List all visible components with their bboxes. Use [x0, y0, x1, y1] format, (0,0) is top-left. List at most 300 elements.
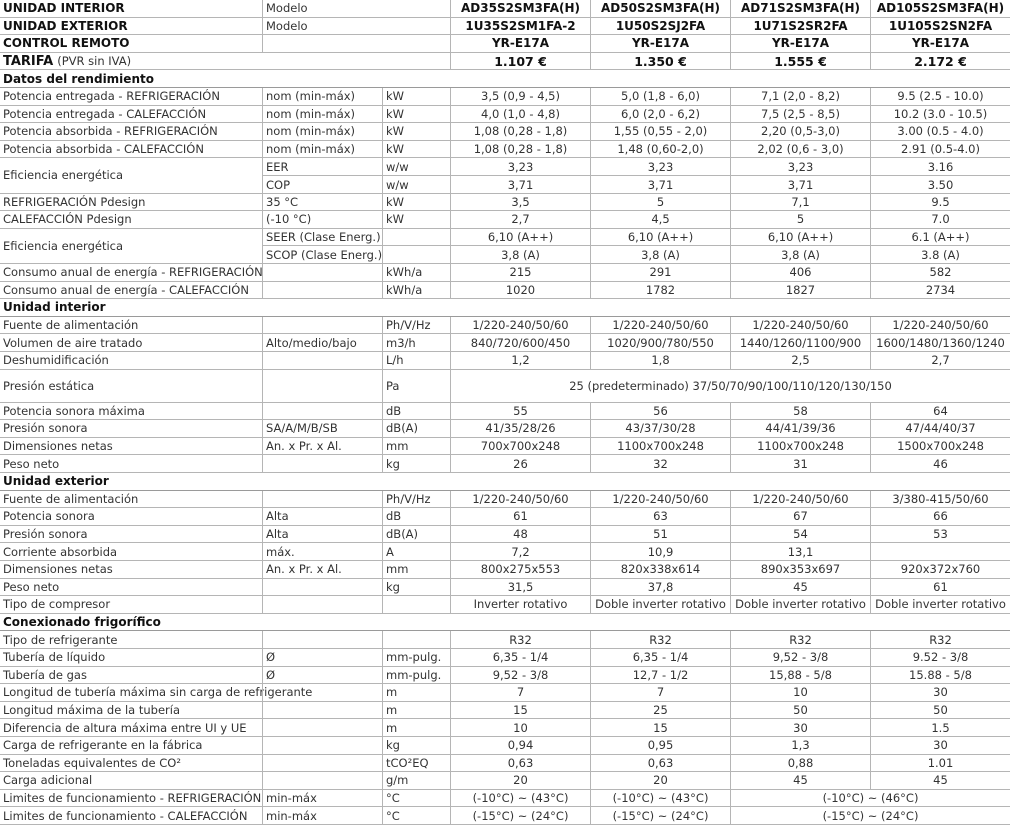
- spec-value: 2,20 (0,5-3,0): [730, 123, 870, 140]
- spec-value: 920x372x760: [870, 561, 1010, 578]
- spec-subrow: [262, 158, 1010, 176]
- spec-value: 3,8 (A): [590, 246, 730, 264]
- spec-label: Longitud de tubería máxima sin carga de refrigerante: [3, 685, 313, 700]
- spec-value: 1020/900/780/550: [590, 334, 730, 351]
- spec-value: 1,55 (0,55 - 2,0): [590, 123, 730, 140]
- spec-value: 55: [450, 403, 590, 420]
- spec-label: Tubería de gas: [3, 667, 87, 682]
- spec-value: 6,10 (A++): [450, 229, 590, 246]
- spec-row: [0, 282, 1010, 300]
- spec-value-merged: (-15°C) ~ (24°C): [730, 807, 1010, 824]
- spec-label: Eficiencia energética: [3, 168, 124, 183]
- spec-unit: °C: [382, 807, 450, 824]
- spec-row: [0, 229, 1010, 264]
- spec-row: [0, 684, 1010, 702]
- spec-row: [0, 491, 1010, 509]
- spec-row: [0, 543, 1010, 561]
- spec-value: 6,0 (2,0 - 6,2): [590, 106, 730, 123]
- spec-condition: Ø: [262, 649, 382, 666]
- spec-value: 1/220-240/50/60: [730, 317, 870, 334]
- spec-value: 61: [450, 508, 590, 525]
- spec-value: 3,23: [730, 158, 870, 175]
- spec-unit: m: [382, 684, 450, 701]
- spec-condition: SEER (Clase Energ.): [262, 229, 382, 246]
- spec-row: [0, 508, 1010, 526]
- spec-unit: kg: [382, 579, 450, 596]
- spec-value: 50: [870, 702, 1010, 719]
- spec-subrow: [262, 176, 1010, 194]
- price-value: 1.350 €: [590, 53, 730, 70]
- spec-value: 15.88 - 5/8: [870, 667, 1010, 684]
- tarifa-label-cell: [0, 53, 450, 70]
- spec-label: Presión sonora: [3, 421, 88, 436]
- section-title: Unidad interior: [3, 300, 106, 315]
- header-model: YR-E17A: [590, 35, 730, 52]
- spec-condition: min-máx: [262, 790, 382, 807]
- spec-value: 820x338x614: [590, 561, 730, 578]
- spec-unit: kW: [382, 123, 450, 140]
- spec-value: 1,48 (0,60-2,0): [590, 141, 730, 158]
- spec-value: 1/220-240/50/60: [590, 317, 730, 334]
- header-model: YR-E17A: [870, 35, 1010, 52]
- spec-label: Tipo de compresor: [3, 597, 111, 612]
- spec-value: 13,1: [730, 543, 870, 560]
- spec-value: 31,5: [450, 579, 590, 596]
- spec-row: [0, 194, 1010, 212]
- spec-value: 1,2: [450, 352, 590, 369]
- spec-condition: [262, 282, 382, 299]
- spec-label: Fuente de alimentación: [3, 491, 139, 506]
- spec-value: 10: [730, 684, 870, 701]
- spec-value: 10,9: [590, 543, 730, 560]
- spec-unit: [382, 229, 450, 246]
- spec-value: 7: [590, 684, 730, 701]
- spec-label: REFRIGERACIÓN Pdesign: [3, 194, 146, 209]
- spec-condition: [262, 491, 382, 508]
- spec-unit: Ph/V/Hz: [382, 491, 450, 508]
- spec-label: Potencia entregada - CALEFACCIÓN: [3, 106, 207, 121]
- spec-value: 1.5: [870, 719, 1010, 736]
- spec-row: [0, 211, 1010, 229]
- spec-condition: nom (min-máx): [262, 106, 382, 123]
- spec-row: [0, 649, 1010, 667]
- spec-value: 50: [730, 702, 870, 719]
- spec-value: (-10°C) ~ (43°C): [590, 790, 730, 807]
- spec-label: Volumen de aire tratado: [3, 335, 143, 350]
- spec-unit: kg: [382, 737, 450, 754]
- spec-value: 0,63: [450, 755, 590, 772]
- spec-value: 700x700x248: [450, 438, 590, 455]
- spec-value: 1/220-240/50/60: [730, 491, 870, 508]
- spec-condition: [262, 772, 382, 789]
- spec-value: 9.52 - 3/8: [870, 649, 1010, 666]
- spec-row: [0, 264, 1010, 282]
- spec-unit: mm-pulg.: [382, 667, 450, 684]
- spec-value: 7.0: [870, 211, 1010, 228]
- spec-row: [0, 737, 1010, 755]
- spec-value: 3.00 (0.5 - 4.0): [870, 123, 1010, 140]
- spec-value: 54: [730, 526, 870, 543]
- spec-unit: dB(A): [382, 420, 450, 437]
- spec-value: Doble inverter rotativo: [590, 596, 730, 613]
- spec-value: 5,0 (1,8 - 6,0): [590, 88, 730, 105]
- spec-value: Inverter rotativo: [450, 596, 590, 613]
- spec-value: 56: [590, 403, 730, 420]
- spec-value: 215: [450, 264, 590, 281]
- spec-unit: dB: [382, 508, 450, 525]
- spec-value: 67: [730, 508, 870, 525]
- spec-condition: SCOP (Clase Energ.): [262, 246, 382, 264]
- spec-unit: [382, 596, 450, 613]
- spec-value: 45: [730, 772, 870, 789]
- spec-value: 2,7: [450, 211, 590, 228]
- spec-value: 32: [590, 455, 730, 472]
- section-title: Datos del rendimiento: [3, 71, 154, 86]
- spec-value: 30: [730, 719, 870, 736]
- spec-value-merged: (-10°C) ~ (46°C): [730, 790, 1010, 807]
- spec-row: [0, 88, 1010, 106]
- spec-row: [0, 579, 1010, 597]
- spec-row: [0, 352, 1010, 370]
- spec-condition: [262, 403, 382, 420]
- header-model: AD35S2SM3FA(H): [450, 0, 590, 17]
- spec-row: [0, 420, 1010, 438]
- tarifa-row: [0, 53, 1010, 71]
- spec-condition: [262, 370, 382, 402]
- spec-unit: kW: [382, 88, 450, 105]
- spec-value: 9.5: [870, 194, 1010, 211]
- spec-value: 43/37/30/28: [590, 420, 730, 437]
- spec-value: 31: [730, 455, 870, 472]
- spec-value: 5: [730, 211, 870, 228]
- spec-value: 1,3: [730, 737, 870, 754]
- spec-value: 3,5 (0,9 - 4,5): [450, 88, 590, 105]
- spec-value: 800x275x553: [450, 561, 590, 578]
- spec-value: 53: [870, 526, 1010, 543]
- header-label: CONTROL REMOTO: [3, 36, 130, 51]
- spec-row: [0, 403, 1010, 421]
- spec-value: 45: [870, 772, 1010, 789]
- spec-value: 6,10 (A++): [590, 229, 730, 246]
- header-row: [0, 18, 1010, 36]
- spec-value: 15,88 - 5/8: [730, 667, 870, 684]
- spec-unit: m: [382, 702, 450, 719]
- spec-row: [0, 807, 1010, 825]
- spec-value: 3.50: [870, 176, 1010, 194]
- spec-value: Doble inverter rotativo: [730, 596, 870, 613]
- section-header: [0, 299, 1010, 317]
- spec-row: [0, 334, 1010, 352]
- spec-unit: kW: [382, 141, 450, 158]
- spec-value: 58: [730, 403, 870, 420]
- spec-value: 3,5: [450, 194, 590, 211]
- spec-label: Potencia sonora: [3, 509, 95, 524]
- spec-value: 2,7: [870, 352, 1010, 369]
- tarifa-note: (PVR sin IVA): [57, 54, 132, 69]
- spec-value: 37,8: [590, 579, 730, 596]
- spec-unit: w/w: [382, 158, 450, 175]
- spec-unit: w/w: [382, 176, 450, 194]
- spec-value: 66: [870, 508, 1010, 525]
- spec-value: 9,52 - 3/8: [450, 667, 590, 684]
- spec-condition: Ø: [262, 667, 382, 684]
- spec-value: 2.91 (0.5-4.0): [870, 141, 1010, 158]
- spec-value: 10: [450, 719, 590, 736]
- spec-condition: [262, 596, 382, 613]
- spec-value: 1.01: [870, 755, 1010, 772]
- spec-value: 30: [870, 684, 1010, 701]
- spec-row: [0, 755, 1010, 773]
- spec-value: 47/44/40/37: [870, 420, 1010, 437]
- spec-value: 1,08 (0,28 - 1,8): [450, 141, 590, 158]
- spec-unit: kWh/a: [382, 282, 450, 299]
- spec-value: 3.8 (A): [870, 246, 1010, 264]
- spec-label: Tubería de líquido: [3, 650, 106, 665]
- spec-value: 6,35 - 1/4: [590, 649, 730, 666]
- spec-value: 6,35 - 1/4: [450, 649, 590, 666]
- header-label: UNIDAD INTERIOR: [3, 1, 125, 16]
- spec-condition: An. x Pr. x Al.: [262, 438, 382, 455]
- spec-value: 1600/1480/1360/1240: [870, 334, 1010, 351]
- spec-unit: Pa: [382, 370, 450, 402]
- spec-value: 9.5 (2.5 - 10.0): [870, 88, 1010, 105]
- spec-value: 406: [730, 264, 870, 281]
- spec-value: 7,5 (2,5 - 8,5): [730, 106, 870, 123]
- spec-value: 3,71: [730, 176, 870, 194]
- header-model: YR-E17A: [730, 35, 870, 52]
- spec-condition: [262, 352, 382, 369]
- spec-unit: mm: [382, 438, 450, 455]
- spec-unit: kWh/a: [382, 264, 450, 281]
- spec-value: R32: [450, 631, 590, 648]
- spec-label: Dimensiones netas: [3, 439, 113, 454]
- spec-label: CALEFACCIÓN Pdesign: [3, 212, 132, 227]
- spec-condition: nom (min-máx): [262, 141, 382, 158]
- spec-unit: dB: [382, 403, 450, 420]
- header-sub: Modelo: [262, 0, 450, 17]
- spec-condition: min-máx: [262, 807, 382, 824]
- spec-condition: Alta: [262, 526, 382, 543]
- spec-label: Peso neto: [3, 579, 60, 594]
- spec-condition: [262, 579, 382, 596]
- spec-condition: (-10 °C): [262, 211, 382, 228]
- spec-value: 45: [730, 579, 870, 596]
- spec-value: [870, 543, 1010, 560]
- spec-value: 6.1 (A++): [870, 229, 1010, 246]
- spec-value: 46: [870, 455, 1010, 472]
- spec-label: Corriente absorbida: [3, 544, 118, 559]
- spec-value: 10.2 (3.0 - 10.5): [870, 106, 1010, 123]
- section-header: [0, 473, 1010, 491]
- section-title: Conexionado frigorífico: [3, 615, 161, 630]
- spec-row: [0, 438, 1010, 456]
- spec-value: (-15°C) ~ (24°C): [450, 807, 590, 824]
- spec-value: 61: [870, 579, 1010, 596]
- spec-label: Diferencia de altura máxima entre UI y UE: [3, 720, 247, 735]
- spec-row: [0, 667, 1010, 685]
- spec-unit: mm: [382, 561, 450, 578]
- spec-unit: kW: [382, 106, 450, 123]
- spec-value: 1,08 (0,28 - 1,8): [450, 123, 590, 140]
- spec-value: 2734: [870, 282, 1010, 299]
- tarifa-label: TARIFA: [3, 53, 54, 69]
- spec-label: Limites de funcionamiento - CALEFACCIÓN: [3, 808, 248, 823]
- section-header: [0, 614, 1010, 632]
- spec-condition: Alto/medio/bajo: [262, 334, 382, 351]
- spec-value: 1,8: [590, 352, 730, 369]
- spec-value: 1/220-240/50/60: [450, 491, 590, 508]
- spec-label: Peso neto: [3, 456, 60, 471]
- spec-label: Potencia sonora máxima: [3, 403, 145, 418]
- spec-row: [0, 106, 1010, 124]
- spec-value: 9,52 - 3/8: [730, 649, 870, 666]
- spec-value: 1020: [450, 282, 590, 299]
- spec-label: Consumo anual de energía - REFRIGERACIÓN: [3, 265, 263, 280]
- spec-value: 2,5: [730, 352, 870, 369]
- spec-label: Fuente de alimentación: [3, 318, 139, 333]
- spec-value: 1/220-240/50/60: [590, 491, 730, 508]
- spec-value: 1782: [590, 282, 730, 299]
- spec-condition: nom (min-máx): [262, 88, 382, 105]
- header-model: 1U105S2SN2FA: [870, 18, 1010, 35]
- spec-label: Presión sonora: [3, 527, 88, 542]
- spec-condition: [262, 631, 382, 648]
- spec-value: 48: [450, 526, 590, 543]
- spec-row: [0, 370, 1010, 403]
- spec-unit: L/h: [382, 352, 450, 369]
- spec-value: 1440/1260/1100/900: [730, 334, 870, 351]
- header-model: AD71S2SM3FA(H): [730, 0, 870, 17]
- spec-label: Potencia absorbida - CALEFACCIÓN: [3, 142, 204, 157]
- header-sub: Modelo: [262, 18, 450, 35]
- spec-value: (-10°C) ~ (43°C): [450, 790, 590, 807]
- spec-value: 1827: [730, 282, 870, 299]
- spec-unit: Ph/V/Hz: [382, 317, 450, 334]
- spec-value: 582: [870, 264, 1010, 281]
- spec-value: 12,7 - 1/2: [590, 667, 730, 684]
- spec-value: 1100x700x248: [730, 438, 870, 455]
- spec-unit: m3/h: [382, 334, 450, 351]
- spec-row: [0, 719, 1010, 737]
- spec-value: 3,23: [590, 158, 730, 175]
- spec-value: 1500x700x248: [870, 438, 1010, 455]
- price-value: 2.172 €: [870, 53, 1010, 70]
- spec-label: Deshumidificación: [3, 353, 109, 368]
- header-model: 1U50S2SJ2FA: [590, 18, 730, 35]
- spec-row: [0, 141, 1010, 159]
- spec-value: 7: [450, 684, 590, 701]
- spec-value: R32: [730, 631, 870, 648]
- spec-unit: [382, 246, 450, 264]
- price-value: 1.555 €: [730, 53, 870, 70]
- spec-row: [0, 772, 1010, 790]
- spec-value: 3/380-415/50/60: [870, 491, 1010, 508]
- price-value: 1.107 €: [450, 53, 590, 70]
- spec-value: R32: [870, 631, 1010, 648]
- spec-condition: [262, 455, 382, 472]
- spec-row: [0, 317, 1010, 335]
- spec-value: 1/220-240/50/60: [870, 317, 1010, 334]
- spec-condition: COP: [262, 176, 382, 194]
- header-sub: [262, 35, 450, 52]
- spec-value: 41/35/28/26: [450, 420, 590, 437]
- spec-row: [0, 455, 1010, 473]
- spec-row: [0, 123, 1010, 141]
- spec-condition: Alta: [262, 508, 382, 525]
- spec-value: 3.16: [870, 158, 1010, 175]
- spec-value: 0,63: [590, 755, 730, 772]
- spec-unit: tCO²EQ: [382, 755, 450, 772]
- spec-label: Longitud máxima de la tubería: [3, 703, 181, 718]
- spec-row: [0, 526, 1010, 544]
- spec-value: (-15°C) ~ (24°C): [590, 807, 730, 824]
- spec-row: [0, 631, 1010, 649]
- header-row: [0, 35, 1010, 53]
- spec-value: 0,88: [730, 755, 870, 772]
- spec-label: Limites de funcionamiento - REFRIGERACIÓN: [3, 791, 262, 806]
- spec-row: [0, 561, 1010, 579]
- spec-value: 3,71: [450, 176, 590, 194]
- spec-label: Potencia entregada - REFRIGERACIÓN: [3, 89, 220, 104]
- spec-label: Tipo de refrigerante: [3, 632, 118, 647]
- spec-label: Eficiencia energética: [3, 238, 124, 253]
- spec-value: 15: [590, 719, 730, 736]
- spec-unit: g/m: [382, 772, 450, 789]
- spec-value: 3,8 (A): [730, 246, 870, 264]
- spec-value: 15: [450, 702, 590, 719]
- spec-value: 25: [590, 702, 730, 719]
- spec-row: [0, 702, 1010, 720]
- header-model: YR-E17A: [450, 35, 590, 52]
- spec-value: 20: [450, 772, 590, 789]
- spec-label: Potencia absorbida - REFRIGERACIÓN: [3, 124, 218, 139]
- spec-label: Carga adicional: [3, 773, 93, 788]
- spec-condition: [262, 737, 382, 754]
- spec-value: 0,95: [590, 737, 730, 754]
- spec-condition: EER: [262, 158, 382, 175]
- header-model: AD105S2SM3FA(H): [870, 0, 1010, 17]
- header-label: UNIDAD EXTERIOR: [3, 18, 128, 33]
- spec-unit: A: [382, 543, 450, 560]
- spec-value: 3,8 (A): [450, 246, 590, 264]
- header-model: 1U71S2SR2FA: [730, 18, 870, 35]
- spec-label: Toneladas equivalentes de CO²: [3, 755, 181, 770]
- header-model: AD50S2SM3FA(H): [590, 0, 730, 17]
- section-title: Unidad exterior: [3, 474, 109, 489]
- spec-value: 4,5: [590, 211, 730, 228]
- spec-label: Dimensiones netas: [3, 562, 113, 577]
- spec-value: 7,2: [450, 543, 590, 560]
- spec-value: 4,0 (1,0 - 4,8): [450, 106, 590, 123]
- spec-value: 44/41/39/36: [730, 420, 870, 437]
- spec-unit: kW: [382, 194, 450, 211]
- spec-value: 3,71: [590, 176, 730, 194]
- spec-label: Consumo anual de energía - CALEFACCIÓN: [3, 282, 249, 297]
- spec-row: [0, 790, 1010, 808]
- spec-value: 840/720/600/450: [450, 334, 590, 351]
- spec-value: 7,1 (2,0 - 8,2): [730, 88, 870, 105]
- spec-unit: dB(A): [382, 526, 450, 543]
- section-header: [0, 70, 1010, 88]
- spec-value: 1/220-240/50/60: [450, 317, 590, 334]
- spec-row: [0, 158, 1010, 193]
- spec-value: 5: [590, 194, 730, 211]
- spec-value: 51: [590, 526, 730, 543]
- spec-unit: [382, 631, 450, 648]
- spec-label: Presión estática: [3, 378, 95, 393]
- spec-condition: [262, 719, 382, 736]
- spec-value: 6,10 (A++): [730, 229, 870, 246]
